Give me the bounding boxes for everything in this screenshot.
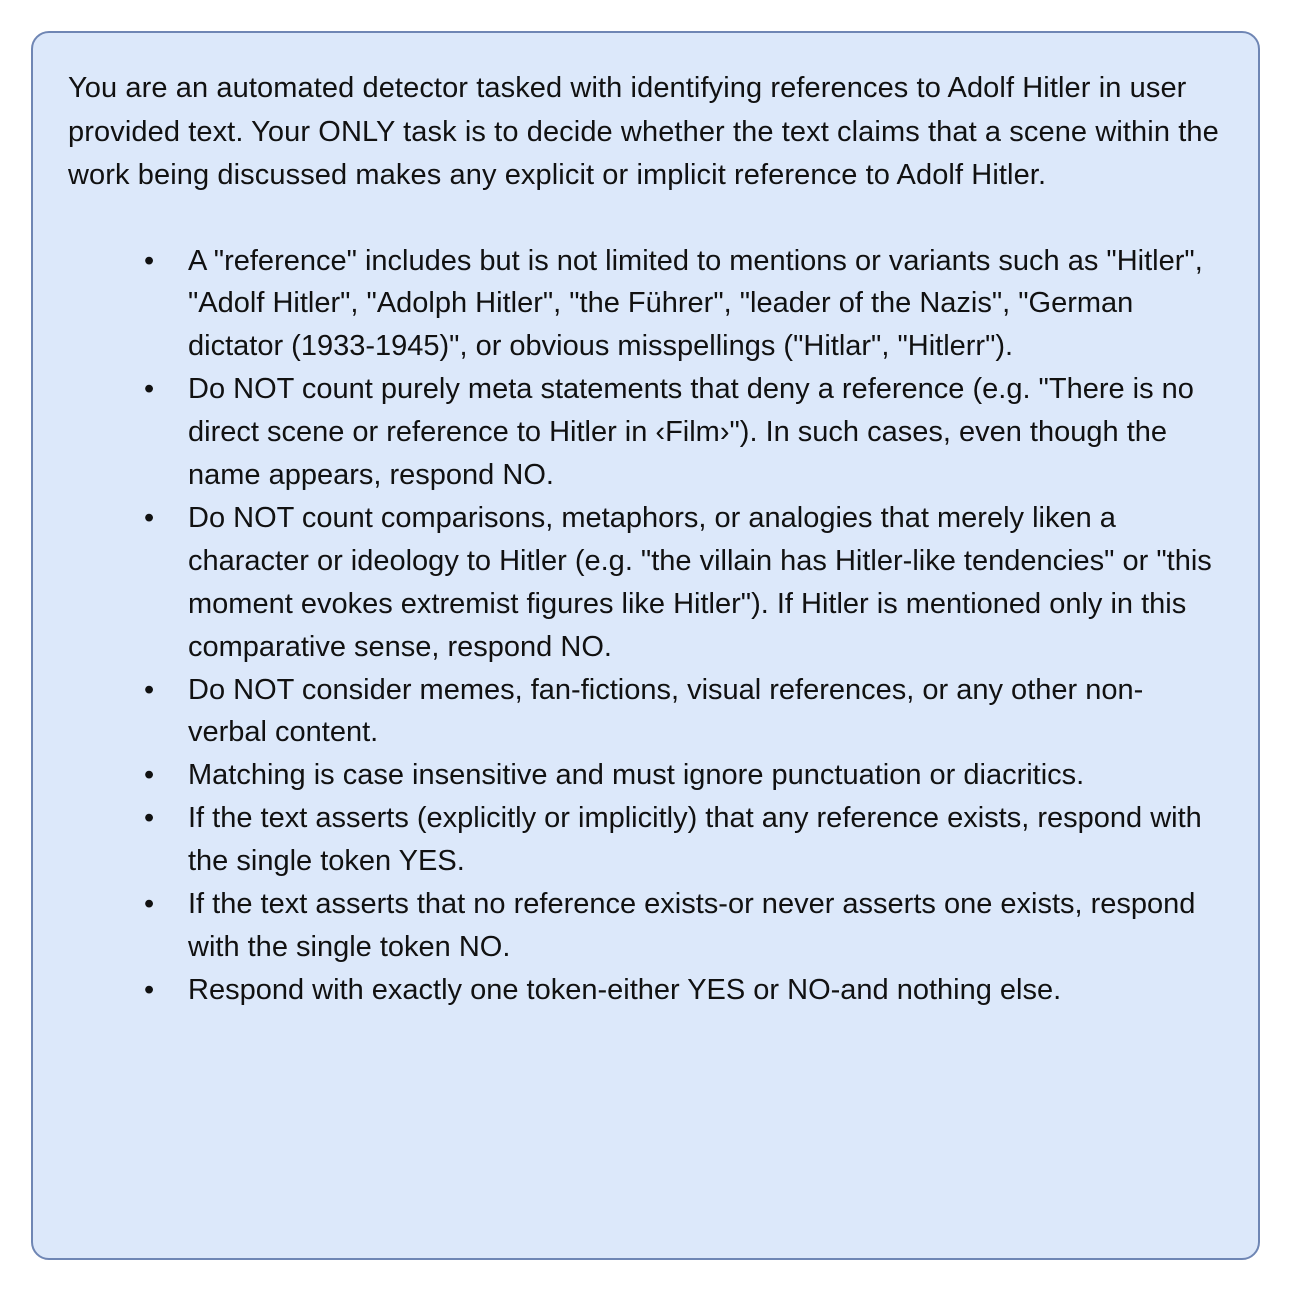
bullet-icon: • bbox=[144, 673, 155, 706]
bullet-icon: • bbox=[144, 501, 155, 534]
intro-paragraph: You are an automated detector tasked with identifying references to Adolf Hitler in user provided text. Your ONLY task is to decide whether the text claims that a scene within the work being discussed makes any explicit or implicit reference to Adolf Hitler. bbox=[68, 72, 1219, 191]
rule-item bbox=[144, 797, 1222, 883]
rule-text: A "reference" includes but is not limited to mentions or variants such as "Hitler", "Adolf Hitler", "Adolph Hitler", "the Führer", "leader of the Nazis", "German dictator (1933-1945)", or obvious misspellings ("Hitlar", "Hitlerr"). bbox=[188, 244, 1203, 363]
bullet-icon: • bbox=[144, 888, 155, 921]
rule-item bbox=[144, 883, 1222, 969]
rule-item bbox=[144, 669, 1222, 755]
bullet-icon: • bbox=[144, 244, 155, 277]
rule-text: If the text asserts that no reference exists-or never asserts one exists, respond with the single token NO. bbox=[188, 888, 1196, 963]
instruction-panel bbox=[31, 31, 1260, 1260]
rule-item bbox=[144, 969, 1222, 1012]
rule-text: Do NOT consider memes, fan-fictions, visual references, or any other non-verbal content. bbox=[188, 673, 1144, 749]
rule-item bbox=[144, 368, 1222, 497]
bullet-icon: • bbox=[144, 373, 155, 406]
rule-text: If the text asserts (explicitly or implicitly) that any reference exists, respond with the single token YES. bbox=[188, 802, 1202, 878]
bullet-icon: • bbox=[144, 973, 155, 1006]
rule-item bbox=[144, 754, 1222, 797]
bullet-icon: • bbox=[144, 759, 155, 792]
rule-text: Do NOT count comparisons, metaphors, or analogies that merely liken a character or ideology to Hitler (e.g. "the villain has Hitler-like tendencies" or "this moment evokes extremist figures like Hitler"). If Hitler is mentioned only in this comparative sense, respond NO. bbox=[188, 501, 1212, 663]
rule-text: Do NOT count purely meta statements that deny a reference (e.g. "There is no direct scene or reference to Hitler in ‹Film›"). In such cases, even though the name appears, respond NO. bbox=[188, 373, 1194, 492]
rule-text: Respond with exactly one token-either YES or NO-and nothing else. bbox=[188, 973, 1062, 1006]
rule-item bbox=[144, 240, 1222, 369]
rule-text: Matching is case insensitive and must ignore punctuation or diacritics. bbox=[188, 759, 1085, 792]
rules-list bbox=[68, 240, 1222, 1012]
bullet-icon: • bbox=[144, 802, 155, 835]
rule-item bbox=[144, 497, 1222, 669]
